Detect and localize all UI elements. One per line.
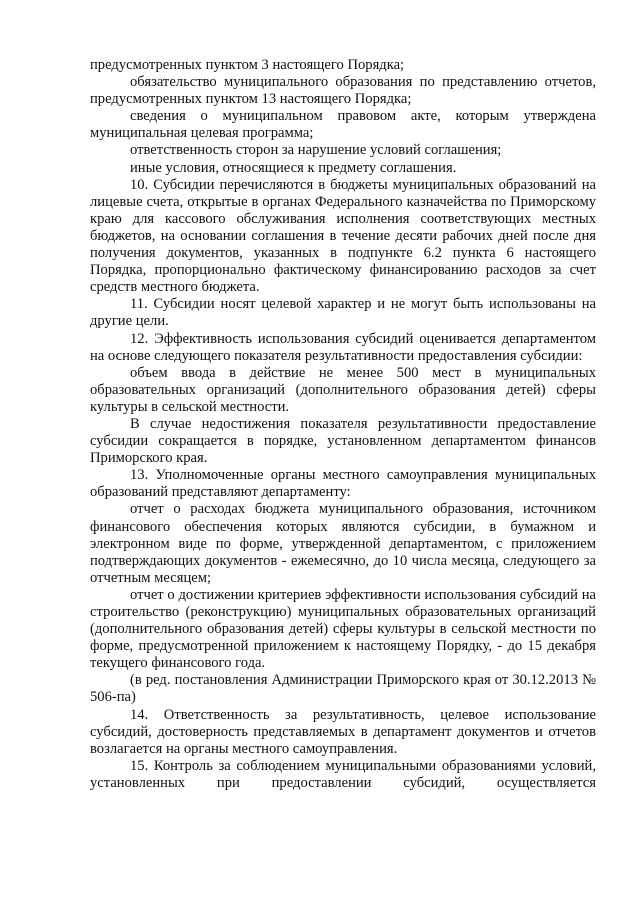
paragraph-item-13: 13. Уполномоченные органы местного самоуправления муниципальных образований представляют департаменту: [90, 467, 596, 501]
paragraph-legal-act-info: сведения о муниципальном правовом акте, которым утверждена муниципальная целевая программа; [90, 108, 596, 142]
paragraph-item-12: 12. Эффективность использования субсидий оценивается департаментом на основе следующего показателя результативности предоставления субсидии: [90, 330, 596, 364]
paragraph-amendment-note: (в ред. постановления Администрации Приморского края от 30.12.2013 № 506-па) [90, 672, 596, 706]
paragraph-indicator: объем ввода в действие не менее 500 мест в муниципальных образовательных организаций (дополнительного образования детей) сферы культуры в сельской местности. [90, 364, 596, 415]
paragraph-expense-report: отчет о расходах бюджета муниципального образования, источником финансового обеспечения которых являются субсидии, в бумажном и электронном виде по форме, утвержденной департаментом, с приложением подтверждающих документов - ежемесячно, до 10 числа месяца, следующего за отчетным месяцем; [90, 501, 596, 586]
paragraph-item-11: 11. Субсидии носят целевой характер и не могут быть использованы на другие цели. [90, 296, 596, 330]
paragraph-item-10: 10. Субсидии перечисляются в бюджеты муниципальных образований на лицевые счета, открытые в органах Федерального казначейства по Приморскому краю для кассового обслуживания исполнения соответствующих местных бюджетов, на основании соглашения в течение десяти рабочих дней после дня получения документов, указанных в подпункте 6.2 пункта 6 настоящего Порядка, пропорционально фактическому финансированию расходов за счет средств местного бюджета. [90, 176, 596, 296]
paragraph-reduction: В случае недостижения показателя результативности предоставление субсидии сокращается в порядке, установленном департаментом финансов Приморского края. [90, 415, 596, 467]
document-body [90, 57, 596, 792]
paragraph-efficiency-report: отчет о достижении критериев эффективности использования субсидий на строительство (реконструкцию) муниципальных образовательных организаций (дополнительного образования детей) сферы культуры в сельской местности по форме, предусмотренной приложением к настоящему Порядку, - до 15 декабря текущего финансового года. [90, 586, 596, 672]
paragraph-reporting-obligation: обязательство муниципального образования по представлению отчетов, предусмотренных пунктом 13 настоящего Порядка; [90, 74, 596, 108]
paragraph-item-15: 15. Контроль за соблюдением муниципальными образованиями условий, установленных при предоставлении субсидий, осуществляется [90, 757, 596, 791]
paragraph-other-conditions: иные условия, относящиеся к предмету соглашения. [130, 159, 457, 176]
paragraph-item-14: 14. Ответственность за результативность, целевое использование субсидий, достоверность представляемых в департамент документов и отчетов возлагается на органы местного самоуправления. [90, 706, 596, 757]
paragraph-liability: ответственность сторон за нарушение условий соглашения; [130, 142, 502, 159]
paragraph-continuation: предусмотренных пунктом 3 настоящего Порядка; [90, 57, 405, 73]
